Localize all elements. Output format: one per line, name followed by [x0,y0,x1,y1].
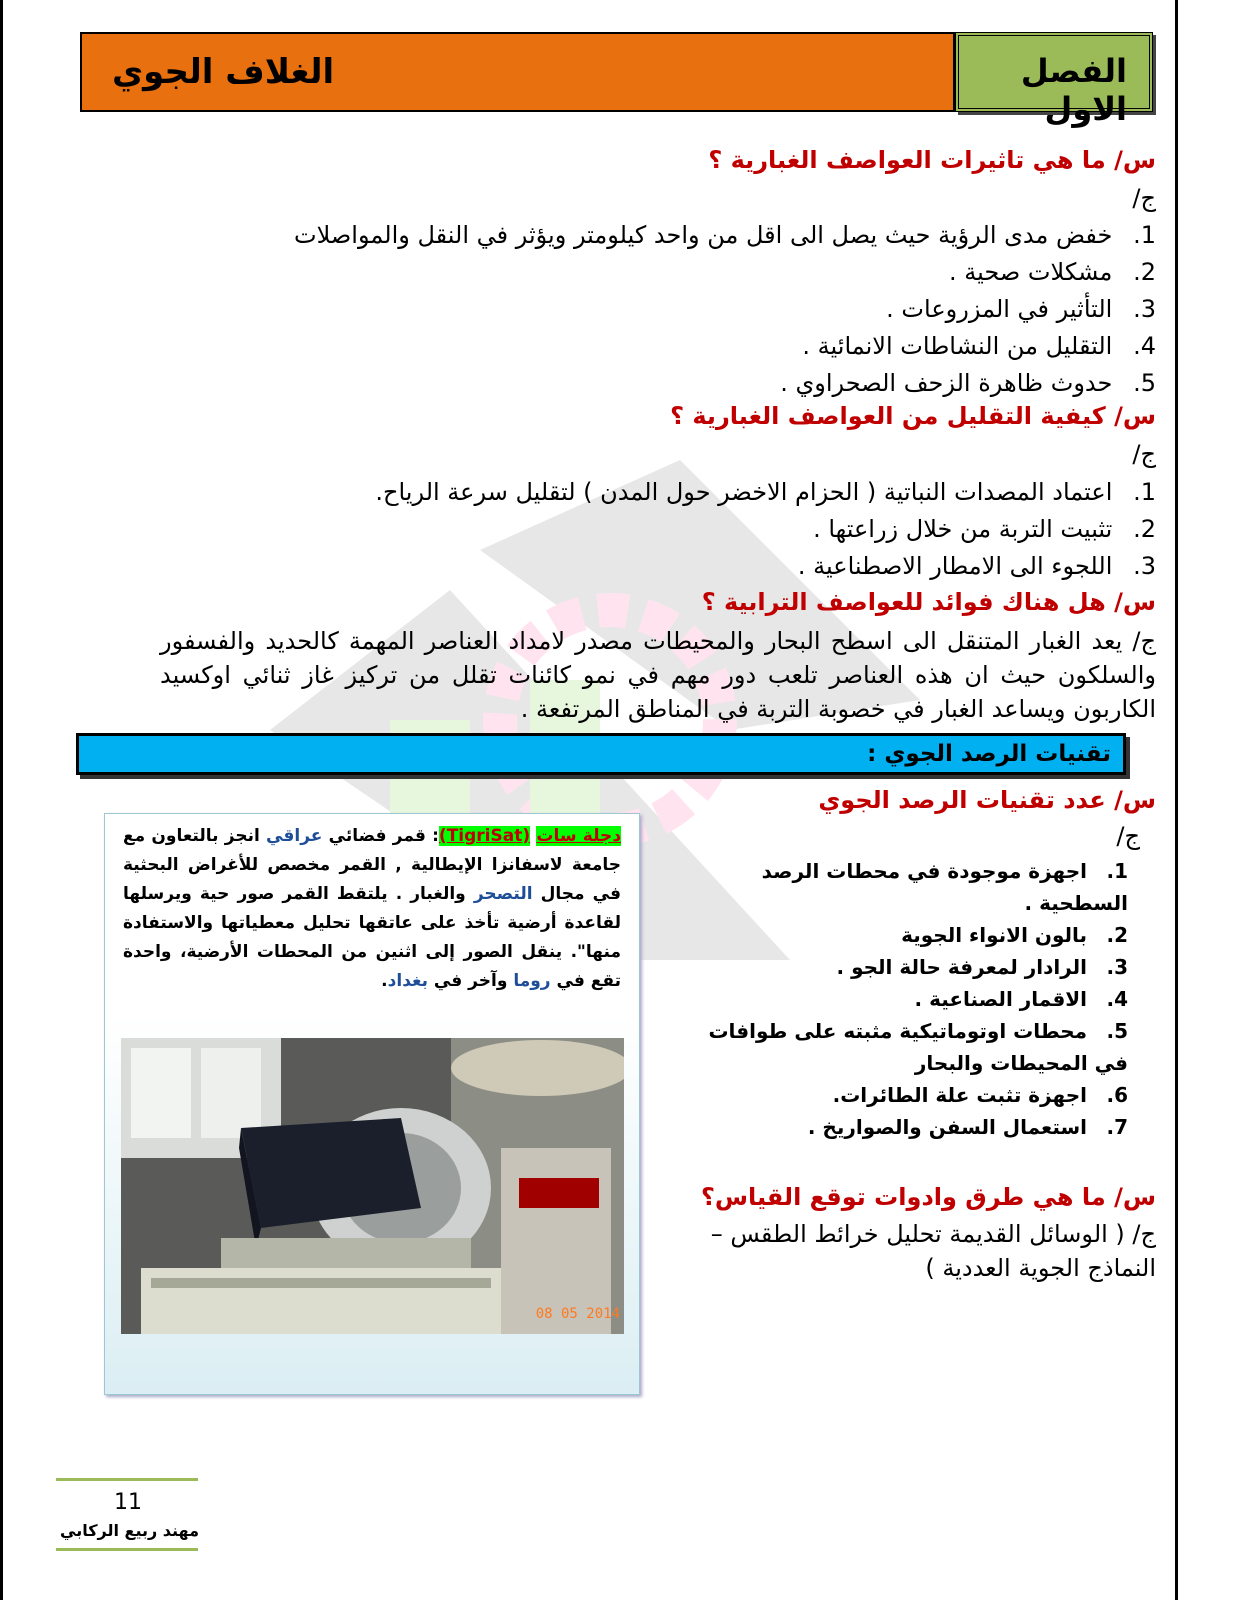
list-item: 4. التقليل من النشاطات الانمائية . [802,332,1156,360]
list-item: 4. الاقمار الصناعية . [914,987,1128,1011]
list-item: 3. الرادار لمعرفة حالة الجو . [836,955,1128,979]
satellite-photo [121,1038,624,1334]
tigrisat-name-ar: دجلة سات [536,826,622,846]
header-chapter-box [955,32,1153,128]
question-dust-storm-effects: س/ ما هي تاثيرات العواصف الغبارية ؟ [708,146,1156,174]
header-title-box [80,32,955,112]
list-item: 1. اجهزة موجودة في محطات الرصد السطحية . [761,859,1128,915]
page-title: الغلاف الجوي [112,52,335,92]
photo-date-stamp: 08 05 2014 [535,1306,620,1322]
list-item: 1. خفض مدى الرؤية حيث يصل الى اقل من واحد كيلومتر ويؤثر في النقل والمواصلات [294,221,1156,249]
reduction-list [375,474,1156,585]
techniques-list [678,855,1128,1143]
question-dust-benefits: س/ هل هناك فوائد للعواصف الترابية ؟ [701,588,1156,616]
effects-list [294,217,1156,402]
answer-forecast-line2: النماذج الجوية العددية ) [925,1254,1156,1282]
list-item: 7. استعمال السفن والصواريخ . [807,1115,1128,1139]
list-item: 5. حدوث ظاهرة الزحف الصحراوي . [780,369,1156,397]
footer-divider [56,1478,198,1481]
list-item: 3. التأثير في المزروعات . [886,295,1156,323]
question-observation-techniques: س/ عدد تقنيات الرصد الجوي [818,786,1156,814]
section-title: تقنيات الرصد الجوي : [867,741,1111,767]
list-item: 3. اللجوء الى الامطار الاصطناعية . [797,552,1156,580]
list-item: 2. بالون الانواء الجوية [901,923,1128,947]
answer-dust-benefits: ج/ يعد الغبار المتنقل الى اسطح البحار والمحيطات مصدر لامداد العناصر المهمة كالحديد والفسفور والسلكون حيث ان هذه العناصر تلعب دور مهم في نمو كائنات تقلل من تركيز غاز ثنائي اوكسيد الكاربون ويساعد الغبار في خصوبة التربة في المناطق المرتفعة . [160,627,1156,723]
list-item: 5. محطات اوتوماتيكية مثبته على طوافات في المحيطات والبحار [708,1019,1128,1075]
tigrisat-name-en: (TigriSat) [438,826,531,846]
answer-label: ج/ [1132,440,1156,468]
section-bar [76,733,1126,775]
question-reduce-dust-storms: س/ كيفية التقليل من العواصف الغبارية ؟ [670,402,1156,430]
answer-label: ج/ [1132,184,1156,212]
author-name: مهند ربيع الركابي [60,1521,200,1540]
footer-divider [56,1548,198,1551]
list-item: 2. تثبيت التربة من خلال زراعتها . [813,515,1156,543]
page-number: 11 [114,1490,142,1515]
answer-label: ج/ [1116,822,1140,850]
chapter-label: الفصل الاول [1020,52,1127,128]
question-forecast-methods: س/ ما هي طرق وادوات توقع القياس؟ [700,1183,1156,1211]
tigrisat-info-panel [104,813,640,1395]
answer-forecast-line1: ج/ ( الوسائل القديمة تحليل خرائط الطقس – [710,1220,1156,1248]
tigrisat-description: دجلة سات (TigriSat): قمر فضائي عراقي انجز بالتعاون مع جامعة لاسفانزا الإيطالية , القمر مخصص للأغراض البحثية في مجال التصحر والغبار . يلتقط القمر صور حية ويرسلها لقاعدة أرضية تأخذ على عاتقها تحليل معطياتها والاستفادة منها". ينقل الصور إلى اثنين من المحطات الأرضية، واحدة تقع في روما وآخر في بغداد. [123,826,622,991]
list-item: 6. اجهزة تثبت علة الطائرات. [832,1083,1128,1107]
list-item: 1. اعتماد المصدات النباتية ( الحزام الاخضر حول المدن ) لتقليل سرعة الرياح. [375,478,1156,506]
list-item: 2. مشكلات صحية . [949,258,1156,286]
page-header [80,32,1153,128]
